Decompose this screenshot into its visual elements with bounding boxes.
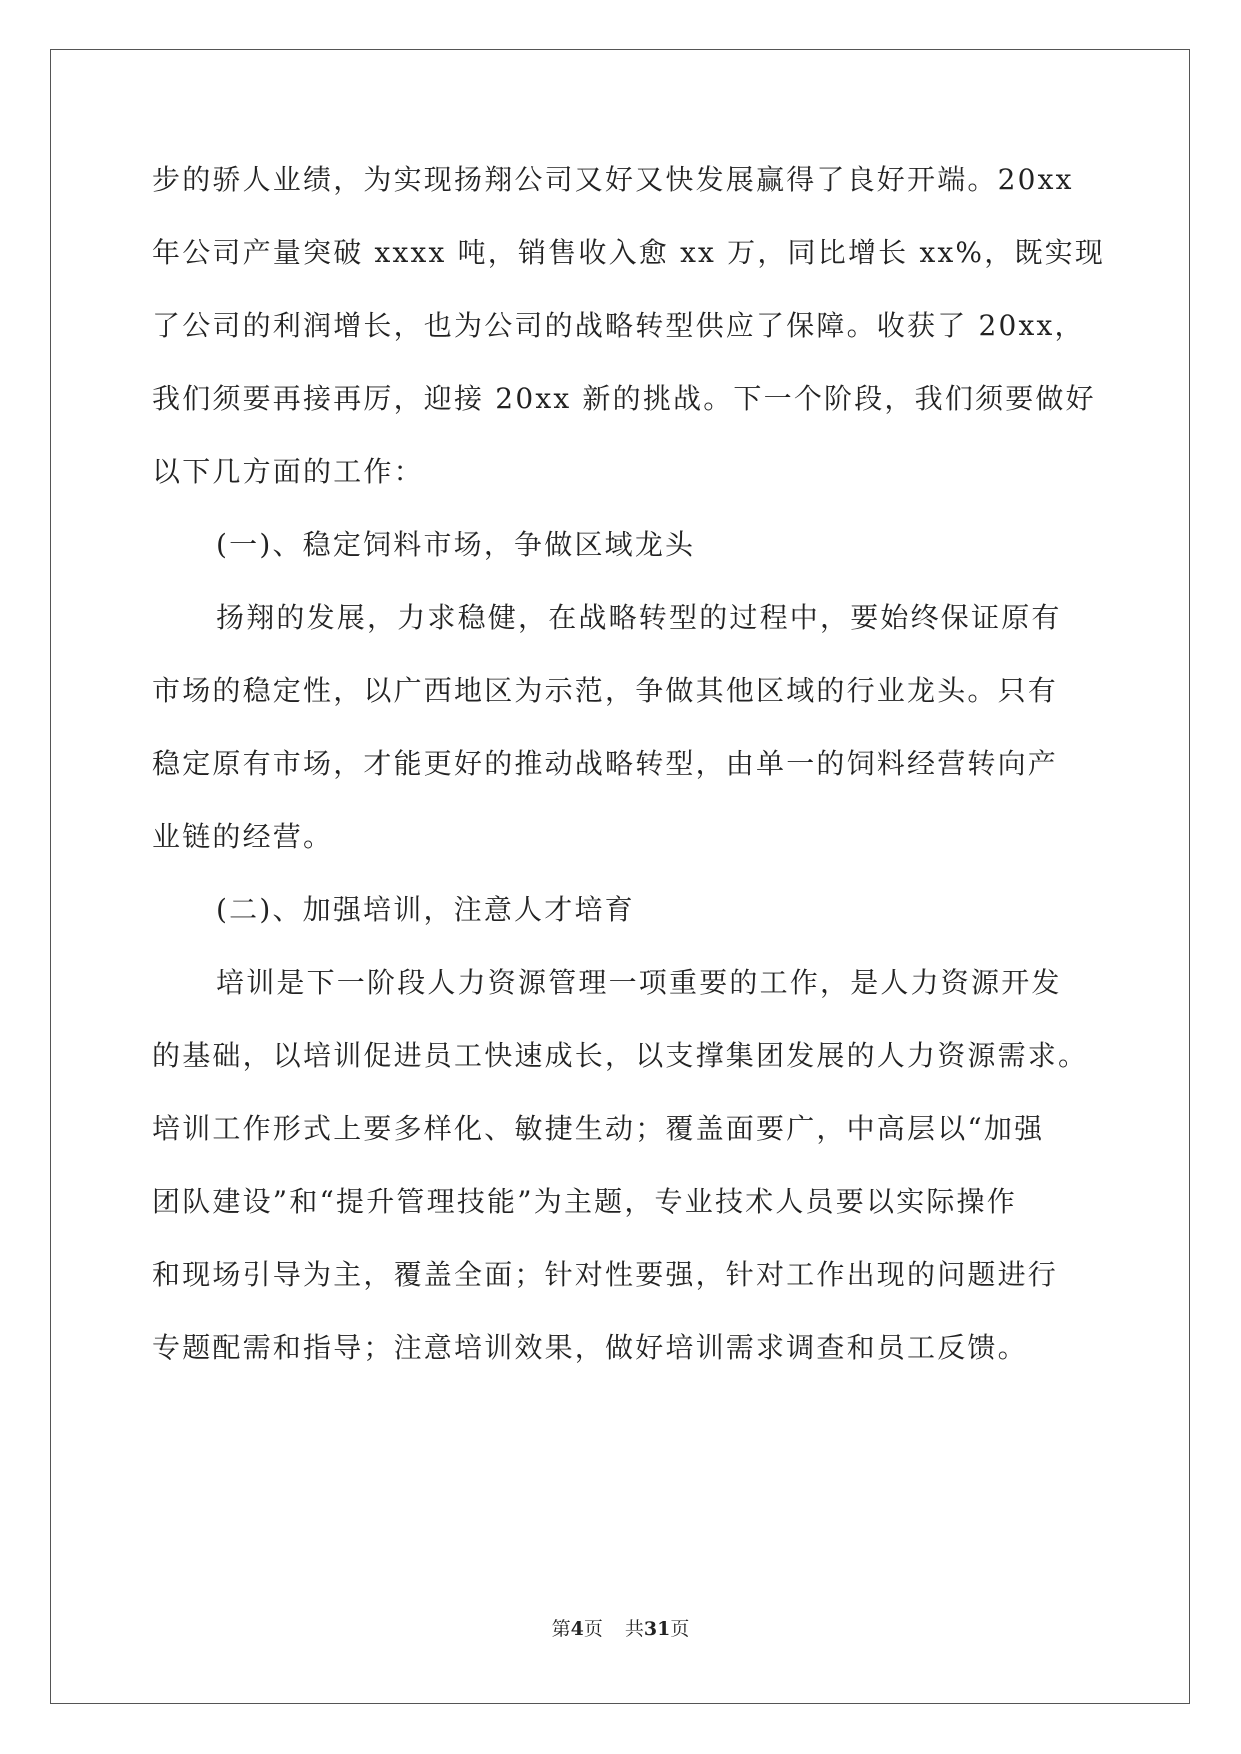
text-line-14: 培训工作形式上要多样化、敏捷生动；覆盖面要广，中高层以“加强 [152,1112,1045,1145]
page-border [50,49,1190,1704]
footer-page-current: 4 [570,1618,584,1640]
footer-page-unit: 页 [583,1618,603,1640]
text-line-8: 市场的稳定性，以广西地区为示范，争做其他区域的行业龙头。只有 [152,674,1059,707]
text-line-17: 专题配需和指导；注意培训效果，做好培训需求调查和员工反馈。 [152,1331,1028,1364]
text-line-10: 业链的经营。 [152,820,334,853]
text-line-2: 年公司产量突破 xxxx 吨，销售收入愈 xx 万，同比增长 xx%，既实现 [152,236,1106,269]
text-line-12: 培训是下一阶段人力资源管理一项重要的工作，是人力资源开发 [216,966,1062,999]
footer-page-total: 31 [643,1618,671,1640]
text-line-13: 的基础，以培训促进员工快速成长，以支撑集团发展的人力资源需求。 [152,1039,1089,1072]
footer-total-unit: 页 [670,1618,690,1640]
footer-total-prefix: 共 [624,1618,644,1640]
text-line-15: 团队建设”和“提升管理技能”为主题，专业技术人员要以实际操作 [152,1185,1017,1218]
text-line-3: 了公司的利润增长，也为公司的战略转型供应了保障。收获了 20xx， [152,309,1085,342]
section-heading-1: (一)、稳定饲料市场，争做区域龙头 [216,528,696,561]
text-line-16: 和现场引导为主，覆盖全面；针对性要强，针对工作出现的问题进行 [152,1258,1059,1291]
page-footer [0,1614,1241,1641]
text-line-4: 我们须要再接再厉，迎接 20xx 新的挑战。下一个阶段，我们须要做好 [152,382,1096,415]
text-line-1: 步的骄人业绩，为实现扬翔公司又好又快发展赢得了良好开端。20xx [152,163,1074,196]
text-line-5: 以下几方面的工作： [152,455,424,488]
footer-page-prefix: 第 [551,1618,571,1640]
text-line-7: 扬翔的发展，力求稳健，在战略转型的过程中，要始终保证原有 [216,601,1062,634]
text-line-9: 稳定原有市场，才能更好的推动战略转型，由单一的饲料经营转向产 [152,747,1059,780]
section-heading-2: (二)、加强培训，注意人才培育 [216,893,635,926]
